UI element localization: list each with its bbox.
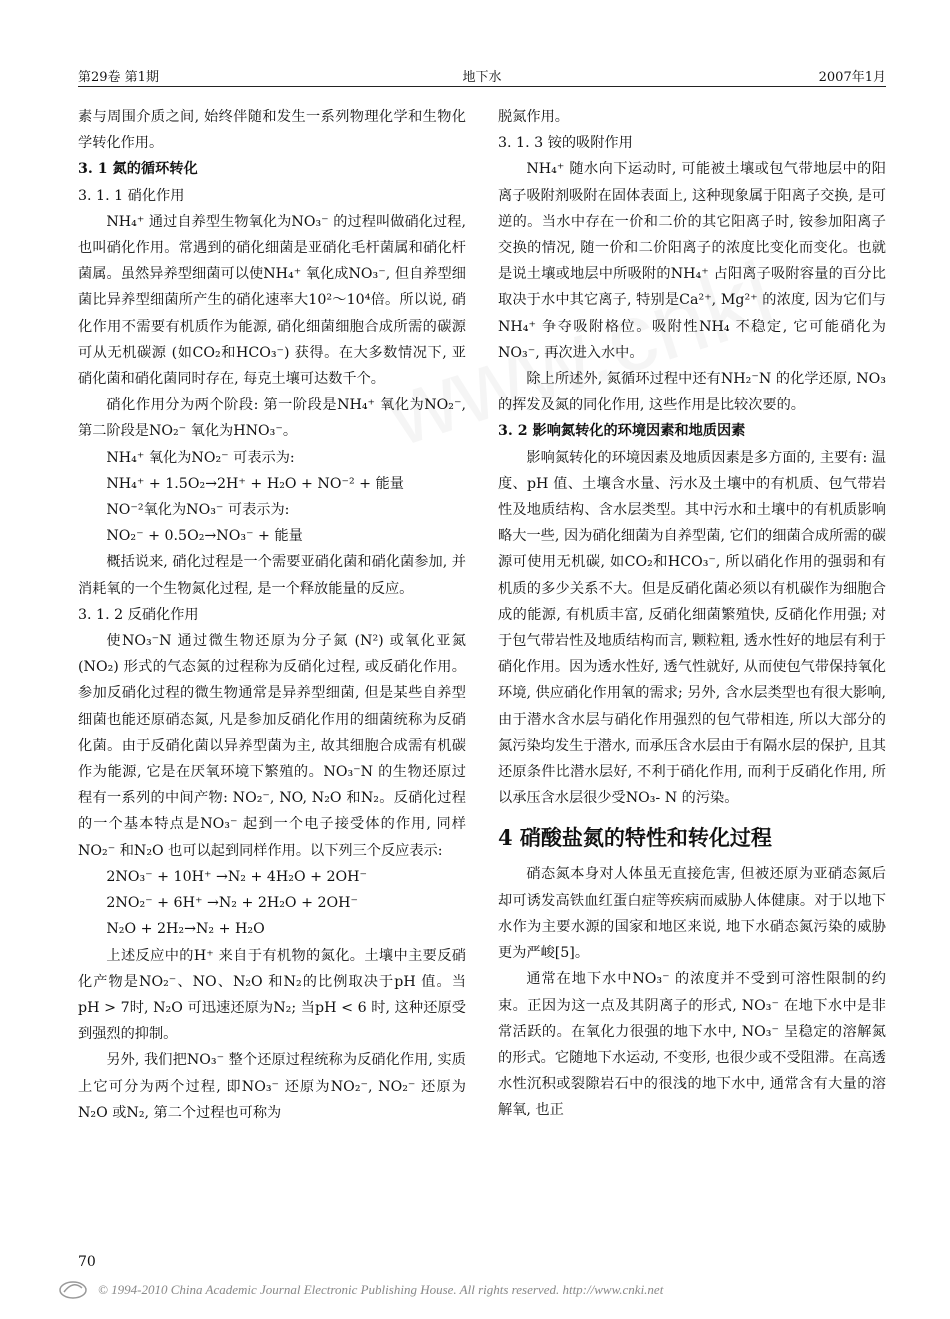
left-paragraph: 使NO₃⁻N 通过微生物还原为分子氮 (N²) 或氧化亚氮 (NO₂) 形式的气态氮的过程称为反硝化过程, 或反硝化作用。参加反硝化过程的微生物通常是异养型细菌, 但是某些自养型细菌也能还原硝态氮, 凡是参加反硝化作用的细菌统称为反硝化菌。由于反硝化菌以异养型菌为主, 故其细胞合成需有机碳作为能源, 它是在厌氧环境下繁殖的。NO₃⁻N 的生物还原过程有一系列的中间产物: NO₂⁻, NO, N₂O 和N₂。反硝化过程的一个基本特点是NO₃⁻ 起到一个电子接受体的作用, 同样NO₂⁻ 和N₂O 也可以起到同样作用。以下列三个反应表示:: [78, 633, 466, 859]
header-volume-issue: 第29卷 第1期: [78, 70, 159, 85]
copyright-footer: [58, 1278, 898, 1304]
left-column: [78, 104, 466, 1126]
left-paragraph: 硝化作用分为两个阶段: 第一阶段是NH₄⁺ 氧化为NO₂⁻, 第二阶段是NO₂⁻ 氧化为HNO₃⁻。: [78, 397, 466, 440]
right-paragraph: 3. 1. 3 铵的吸附作用: [498, 135, 633, 152]
running-header: [78, 66, 886, 87]
right-paragraph: 除上所述外, 氮循环过程中还有NH₂⁻N 的化学还原, NO₃ 的挥发及氮的同化作用, 这些作用是比较次要的。: [498, 371, 886, 414]
left-paragraph: 概括说来, 硝化过程是一个需要亚硝化菌和硝化菌参加, 并消耗氧的一个生物氮化过程, 是一个释放能量的反应。: [78, 554, 466, 597]
page-number: 70: [78, 1254, 96, 1270]
left-equation: NO₂⁻ + 0.5O₂→NO₃⁻ + 能量: [106, 528, 303, 545]
cnki-logo-icon: [58, 1278, 88, 1302]
left-paragraph: 上述反应中的H⁺ 来自于有机物的氮化。土壤中主要反硝化产物是NO₂⁻、NO、N₂O 和N₂的比例取决于pH 值。当pH > 7时, N₂O 可迅速还原为N₂; 当pH < 6 时, 这种还原受到强烈的抑制。: [78, 947, 466, 1043]
left-equation: 2NO₂⁻ + 6H⁺ →N₂ + 2H₂O + 2OH⁻: [106, 895, 358, 912]
left-equation: NH₄⁺ + 1.5O₂→2H⁺ + H₂O + NO⁻² + 能量: [106, 475, 404, 492]
header-date: 2007年1月: [818, 70, 886, 85]
copyright-text: © 1994-2010 China Academic Journal Electronic Publishing House. All rights reserved. http://www.cnki.net: [98, 1282, 664, 1297]
right-section-heading: 3. 2 影响氮转化的环境因素和地质因素: [498, 423, 746, 440]
right-paragraph: 通常在地下水中NO₃⁻ 的浓度并不受到可溶性限制的约束。正因为这一点及其阴离子的形式, NO₃⁻ 在地下水中是非常活跃的。在氧化力很强的地下水中, NO₃⁻ 呈稳定的溶解氮的形式。它随地下水运动, 不变形, 也很少或不受阻滞。在高透水性沉积或裂隙岩石中的很浅的地下水中, 通常含有大量的溶解氧, 也正: [498, 971, 886, 1119]
left-paragraph: 素与周围介质之间, 始终伴随和发生一系列物理化学和生物化学转化作用。: [78, 109, 466, 152]
left-equation: 2NO₃⁻ + 10H⁺ →N₂ + 4H₂O + 2OH⁻: [106, 868, 368, 885]
right-paragraph: NH₄⁺ 随水向下运动时, 可能被土壤或包气带地层中的阳离子吸附剂吸附在固体表面上, 这种现象属于阳离子交换, 是可逆的。当水中存在一价和二价的其它阳离子时, 铵参加阳离子交换的情况, 随一价和二价阳离子的浓度比变化而变化。也就是说土壤或地层中所吸附的NH₄⁺ 占阳离子吸附容量的百分比取决于水中其它离子, 特别是Ca²⁺, Mg²⁺ 的浓度, 因为它们与NH₄⁺ 争夺吸附格位。吸附性NH₄ 不稳定, 它可能硝化为NO₃⁻, 再次进入水中。: [498, 161, 886, 361]
left-paragraph: NH₄⁺ 通过自养型生物氧化为NO₃⁻ 的过程叫做硝化过程, 也叫硝化作用。常遇到的硝化细菌是亚硝化毛杆菌属和硝化杆菌属。虽然异养型细菌可以使NH₄⁺ 氧化成NO₃⁻, 但自养型细菌比异养型细菌所产生的硝化速率大10²～10⁴倍。所以说, 硝化作用不需要有机质作为能源, 硝化细菌细胞合成所需的碳源可从无机碳源 (如CO₂和HCO₃⁻) 获得。在大多数情况下, 亚硝化菌和硝化菌同时存在, 每克土壤可达数千个。: [78, 213, 466, 388]
left-equation: N₂O + 2H₂→N₂ + H₂O: [106, 921, 265, 938]
left-paragraph: NH₄⁺ 氧化为NO₂⁻ 可表示为:: [106, 449, 295, 466]
left-section-heading: 3. 1 氮的循环转化: [78, 161, 198, 178]
right-paragraph: 硝态氮本身对人体虽无直接危害, 但被还原为亚硝态氮后却可诱发高铁血红蛋白症等疾病而威胁人体健康。对于以地下水作为主要水源的国家和地区来说, 地下水硝态氮污染的威胁更为严峻[5]。: [498, 866, 886, 962]
left-paragraph: 3. 1. 2 反硝化作用: [78, 606, 199, 623]
right-paragraph: 影响氮转化的环境因素及地质因素是多方面的, 主要有: 温度、pH 值、土壤含水量、污水及土壤中的有机质、包气带岩性及地质结构、含水层类型。其中污水和土壤中的有机质影响略大一些, 因为硝化细菌为自养型菌, 它们的细菌合成所需的碳源可使用无机碳, 如CO₂和HCO₃⁻, 所以硝化作用的强弱和有机质的多少关系不大。但是反硝化菌必须以有机碳作为细胞合成的能源, 有机质丰富, 反硝化细菌繁殖快, 反硝化作用强; 对于包气带岩性及地质结构而言, 颗粒粗, 透水性好的地层有利于硝化作用。因为透水性好, 透气性就好, 从而使包气带保持氧化环境, 供应硝化作用氧的需求; 另外, 含水层类型也有很大影响, 由于潜水含水层与硝化作用强烈的包气带相连, 所以大部分的氮污染均发生于潜水, 而承压含水层由于有隔水层的保护, 且其还原条件比潜水层好, 不利于硝化作用, 而利于反硝化作用, 所以承压含水层很少受NO₃- N 的污染。: [498, 449, 886, 807]
left-equation: NO⁻²氧化为NO₃⁻ 可表示为:: [106, 502, 290, 519]
right-chapter-heading: 4 硝酸盐氮的特性和转化过程: [498, 825, 772, 851]
header-journal-name: 地下水: [462, 70, 502, 85]
left-paragraph: 3. 1. 1 硝化作用: [78, 187, 185, 204]
right-column: [498, 104, 886, 1124]
right-paragraph: 脱氮作用。: [498, 109, 569, 125]
left-paragraph: 另外, 我们把NO₃⁻ 整个还原过程统称为反硝化作用, 实质上它可分为两个过程, 即NO₃⁻ 还原为NO₂⁻, NO₂⁻ 还原为N₂O 或N₂, 第二个过程也可称为: [78, 1052, 466, 1121]
